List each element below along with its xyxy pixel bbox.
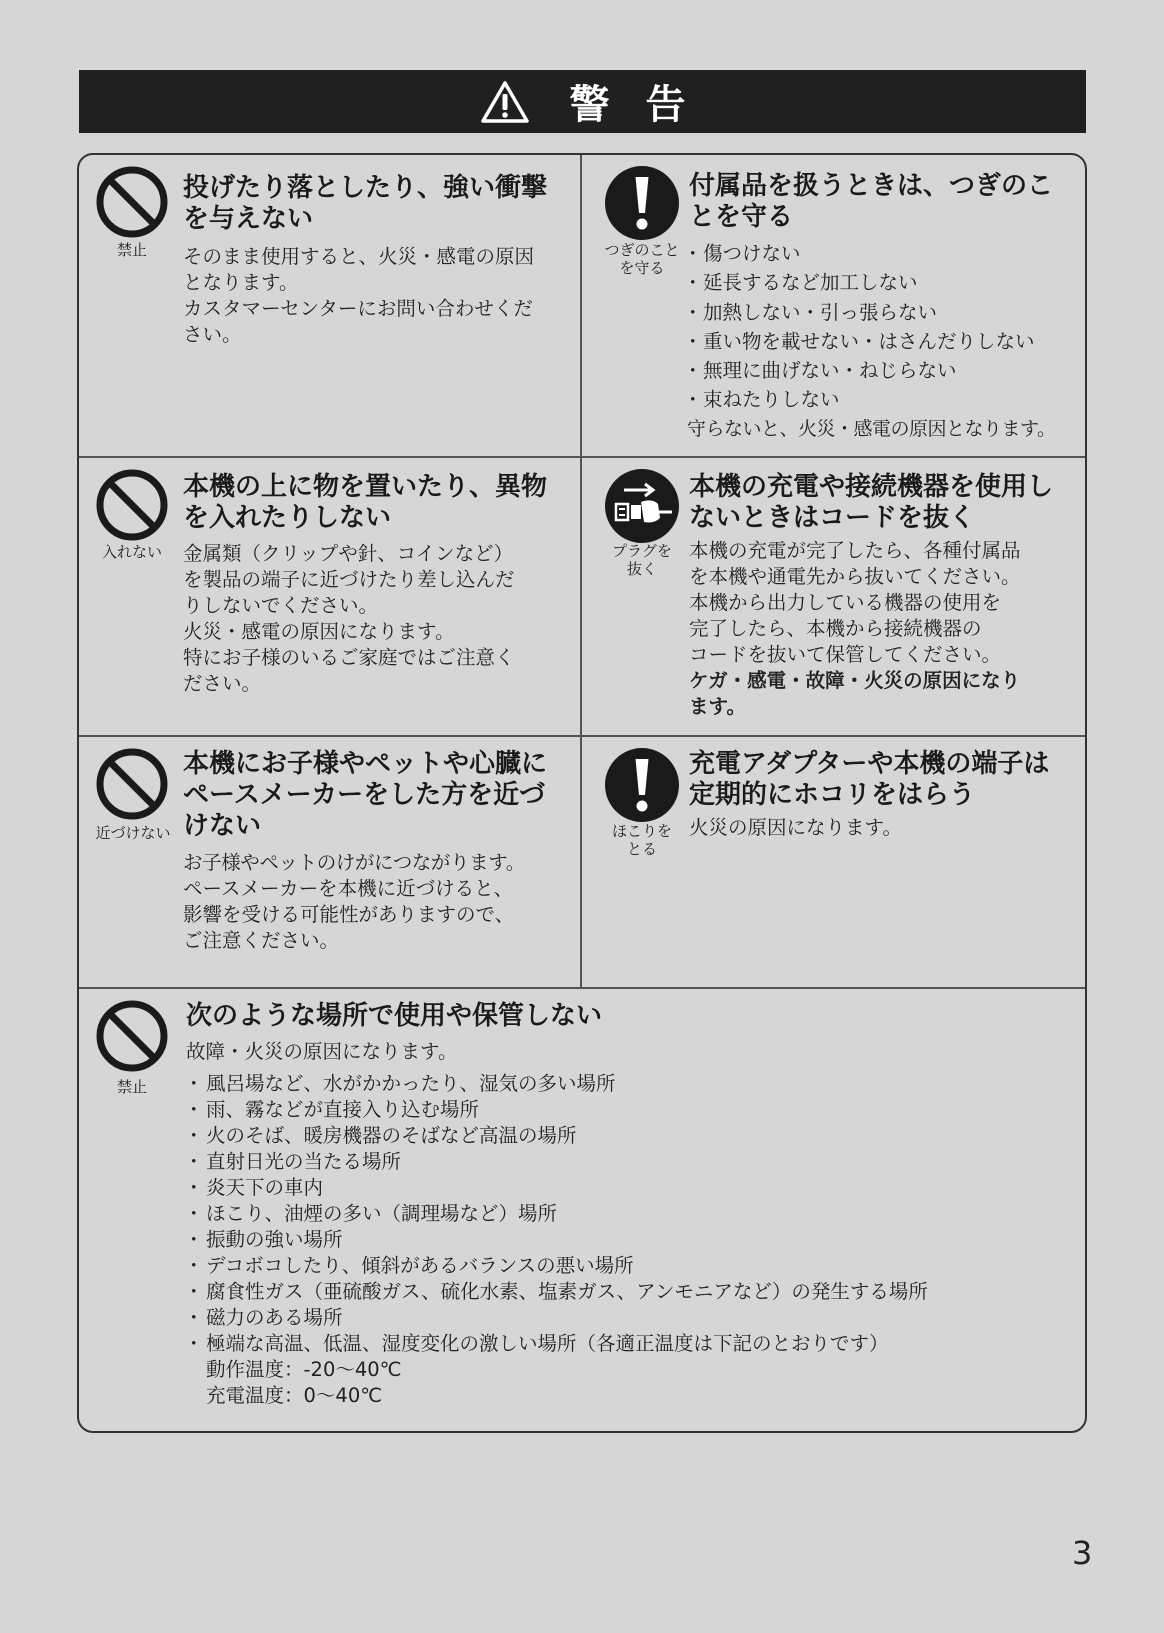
list-item: ・ 無理に曲げない・ねじらない bbox=[687, 356, 1055, 385]
warning-cell-storage-locations bbox=[79, 989, 1085, 1431]
warning-triangle-icon bbox=[480, 80, 530, 124]
icon-caption: 近づけない bbox=[95, 824, 171, 842]
list-item: ・ 腐食性ガス（亜硫酸ガス、硫化水素、塩素ガス、アンモニアなど）の発生する場所 bbox=[186, 1279, 928, 1305]
list-item: ・ 風呂場など、水がかかったり、湿気の多い場所 bbox=[186, 1071, 928, 1097]
warning-cell-unplug bbox=[582, 458, 1087, 735]
warning-header bbox=[79, 70, 1086, 133]
cell-body: ・ 傷つけない ・ 延長するなど加工しない ・ 加熱しない・引っ張らない ・ 重い物を載せない・はさんだりしない ・ 無理に曲げない・ねじらない ・ 束ねたりしない 守らないと、火災・感電の原因となります。 bbox=[687, 239, 1055, 444]
operating-temperature: 動作温度：-20～40℃ bbox=[206, 1358, 402, 1381]
cell-title: 投げたり落としたり、強い衝撃 を与えない bbox=[183, 173, 548, 234]
list-item: ・ 直射日光の当たる場所 bbox=[186, 1149, 928, 1175]
cell-body: 火災の原因になります。 bbox=[689, 816, 902, 839]
cell-title: 本機にお子様やペットや心臓に ペースメーカーをした方を近づ けない bbox=[183, 749, 548, 841]
list-item: ・ 傷つけない bbox=[687, 239, 1055, 268]
warning-cell-accessories bbox=[582, 155, 1087, 456]
icon-caption: 禁止 bbox=[116, 241, 147, 259]
cell-title: 充電アダプターや本機の端子は 定期的にホコリをはらう bbox=[689, 749, 1050, 810]
warning-cell-foreign-objects bbox=[79, 458, 580, 735]
list-item: ・ 炎天下の車内 bbox=[186, 1175, 928, 1201]
list-item: ・ 極端な高温、低温、湿度変化の激しい場所（各適正温度は下記のとおりです） bbox=[186, 1331, 928, 1357]
warning-panel bbox=[77, 153, 1087, 1433]
prohibition-icon bbox=[95, 165, 169, 239]
cell-body: 金属類（クリップや針、コインなど） を製品の端子に近づけたり差し込んだ りしないでください。 火災・感電の原因になります。 特にお子様のいるご家庭ではご注意く ださい。 bbox=[183, 542, 515, 695]
list-item: ・ 振動の強い場所 bbox=[186, 1227, 928, 1253]
warning-cell-pacemaker bbox=[79, 737, 580, 987]
list-item: ・ 束ねたりしない bbox=[687, 385, 1055, 414]
icon-caption: プラグを 抜く bbox=[611, 542, 672, 578]
cell-body: 本機の充電が完了したら、各種付属品 を本機や通電先から抜いてください。 本機から出力している機器の使用を 完了したら、本機から接続機器の コードを抜いて保管してください。 ケガ・感電・故障・火災の原因になり ます。 bbox=[689, 539, 1021, 718]
prohibition-icon bbox=[95, 999, 169, 1073]
icon-caption: ほこりを とる bbox=[611, 822, 672, 858]
mandatory-exclamation-icon bbox=[604, 165, 680, 241]
warning-cell-dust bbox=[582, 737, 1087, 987]
cell-title: 付属品を扱うときは、つぎのこ とを守る bbox=[689, 171, 1054, 232]
list-item: ・ 重い物を載せない・はさんだりしない bbox=[687, 327, 1055, 356]
bullet-list bbox=[687, 239, 1055, 415]
cell-body: 故障・火災の原因になります。 ・ 風呂場など、水がかかったり、湿気の多い場所 ・ 雨、霧などが直接入り込む場所 ・ 火のそば、暖房機器のそばなど高温の場所 ・ 直射日光の当たる場所 ・ 炎天下の車内 ・ ほこり、油煙の多い（調理場など）場所 ・ 振動の強い場所 ・ デコボコしたり、傾斜があるバランスの悪い場所 ・ 腐食性ガス（亜硫酸ガス、硫化水素、塩素ガス、アンモニアなど）の発生する場所 ・ 磁力のある場所 ・ 極端な高温、低温、湿度変化の激しい場所（各適正温度は下記のとおりです） 動作温度：-20～40℃ 充電温度：0～40℃ bbox=[186, 1039, 928, 1409]
icon-caption: 入れない bbox=[101, 543, 162, 561]
warning-title: 警告 bbox=[569, 82, 722, 128]
cell-title: 本機の上に物を置いたり、異物 を入れたりしない bbox=[183, 472, 548, 533]
prohibition-icon bbox=[95, 468, 169, 542]
charging-temperature: 充電温度：0～40℃ bbox=[206, 1384, 383, 1407]
list-item: ・ 加熱しない・引っ張らない bbox=[687, 298, 1055, 327]
list-item: ・ 磁力のある場所 bbox=[186, 1305, 928, 1331]
bullet-list bbox=[186, 1071, 928, 1357]
warning-cell-drop bbox=[79, 155, 580, 456]
cell-body: お子様やペットのけがにつながります。 ペースメーカーを本機に近づけると、 影響を受ける可能性がありますので、 ご注意ください。 bbox=[183, 851, 525, 952]
cell-body: そのまま使用すると、火災・感電の原因 となります。 カスタマーセンターにお問い合わせくだ さい。 bbox=[183, 245, 535, 346]
icon-caption: 禁止 bbox=[116, 1078, 147, 1096]
list-item: ・ 雨、霧などが直接入り込む場所 bbox=[186, 1097, 928, 1123]
cell-title: 本機の充電や接続機器を使用し ないときはコードを抜く bbox=[689, 472, 1054, 533]
mandatory-exclamation-icon bbox=[604, 747, 680, 823]
icon-caption: つぎのこと を守る bbox=[604, 241, 680, 277]
prohibition-icon bbox=[95, 747, 169, 821]
cell-title: 次のような場所で使用や保管しない bbox=[186, 1001, 603, 1031]
list-item: ・ 延長するなど加工しない bbox=[687, 268, 1055, 297]
list-item: ・ デコボコしたり、傾斜があるバランスの悪い場所 bbox=[186, 1253, 928, 1279]
page-number: 3 bbox=[1072, 1534, 1093, 1572]
list-item: ・ ほこり、油煙の多い（調理場など）場所 bbox=[186, 1201, 928, 1227]
list-item: ・ 火のそば、暖房機器のそばなど高温の場所 bbox=[186, 1123, 928, 1149]
unplug-icon bbox=[604, 468, 680, 544]
